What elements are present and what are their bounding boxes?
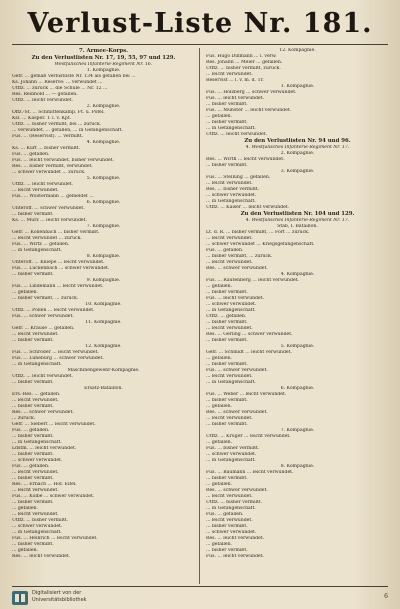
casualty-entry: ... leicht verwundet. [206,494,253,499]
company-heading: 8. Kompagnie. [86,254,121,259]
casualty-entry: Füs. ... Münster ... leicht verwundet. [206,108,292,113]
page-title: Verlust-Liste Nr. 181. [27,8,373,39]
casualty-entry: Füs. ... bisher vermißt. [206,446,260,451]
casualty-entry: Füs. ... Wüstermann ... gemeldet ... [12,194,94,199]
bottom-rule [12,586,388,587]
company-heading: 8. Kompagnie. [280,464,315,469]
casualty-entry: ... leicht verwundet. [12,512,59,517]
casualty-entry: ... bisher vermißt. [206,476,248,481]
casualty-entry: ... schwer verwundet. [206,302,257,307]
casualty-entry: ... bisher vermißt. [206,290,248,295]
casualty-entry: ... in Gefangenschaft. [12,530,62,535]
casualty-entry: ... gefallen. [206,404,233,409]
casualty-entry: Füs. ... schwer verwundet. [12,314,74,319]
casualty-entry: Res. ... Erbach ... Hof. Eifel. [12,482,77,487]
casualty-entry: Füs. ... Wirtz ... gefallen. [12,242,70,247]
footer [12,590,388,606]
company-heading: 7. Kompagnie. [86,224,121,229]
top-rule [12,44,388,45]
casualty-entry: ... schwer verwundet. [206,193,257,198]
casualty-entry: Utffz. ... leicht verwundet. [206,132,267,137]
casualty-entry: Füs. ... Schröder ... leicht verwundet. [12,350,99,355]
casualty-entry: ... bisher vermißt. [206,120,248,125]
casualty-entry: Utffz. ... leicht verwundet. [12,182,73,187]
casualty-entry: Utffz. ... leicht verwundet. [12,98,73,103]
regiment-heading: 4. Westfälisches Infanterie-Regiment Nr. 17. [245,218,350,223]
casualty-entry: Füs. ... gefallen. [206,512,244,517]
casualty-entry: Füs. ... leicht verwundet. [206,296,265,301]
casualty-entry: Füs. ... Weber ... leicht verwundet. [206,392,287,397]
casualty-entry: Res. ... leicht verwundet. [206,536,265,541]
casualty-entry: Unteroff. ... Kniepe ... leicht verwundet. [12,260,105,265]
casualty-entry: Utffz. ... Kaiser ... leicht verwundet. [206,205,290,210]
casualty-entry: ... verwundet, ... gefallen, ... in Gefangenschaft. [12,128,123,133]
casualty-entry: Füs. ... Lindemann ... leicht verwundet. [12,284,104,289]
casualty-entry: ... gefallen. [206,542,233,547]
casualty-entry: ... leicht verwundet ... zurück. [12,236,82,241]
casualty-entry: ... bisher vermißt, ... zurück. [12,296,79,301]
casualty-entry: ... gefallen. [206,482,233,487]
company-heading: 9. Kompagnie. [86,278,121,283]
casualty-entry: Res. ... leicht verwundet. [12,554,71,559]
casualty-entry: ... bisher vermißt. [206,163,248,168]
casualty-entry: Füs. ... Heinrich ... leicht verwundet. [12,536,98,541]
casualty-entry: ... gefallen. [12,548,39,553]
casualty-entry: ... bisher vermißt. [12,500,54,505]
casualty-entry: ... in Gefangenschaft. [12,362,62,367]
casualty-entry: ... bisher vermißt. [12,434,54,439]
casualty-entry: Utffz. ... gefallen. [206,314,247,319]
casualty-entry: Gefr. ... Krause ... gefallen. [12,326,75,331]
casualty-entry: ... leicht verwundet. [206,236,253,241]
casualty-entry: Füs. ... Kolbe ... schwer verwundet. [12,494,95,499]
casualty-entry: ... schwer verwundet. [206,452,257,457]
casualty-entry: ... bisher vermißt. [12,404,54,409]
company-heading: 6. Kompagnie. [280,386,315,391]
casualty-entry: Füs. ... gefallen. [12,464,50,469]
casualty-entry: Ks. ... Mürz ... leicht verwundet. [12,218,87,223]
company-heading: 2. Kompagnie. [280,151,315,156]
casualty-entry: Utffz. ... Pollen ... leicht verwundet. [12,308,95,313]
casualty-entry: ... leicht verwundet. [206,416,253,421]
casualty-entry: ... in Gefangenschaft. [206,506,256,511]
company-heading: 1. Kompagnie. [86,68,121,73]
casualty-entry: ... leicht verwundet. [206,326,253,331]
library-logo-icon [12,591,28,605]
casualty-entry: ... leicht verwundet. [12,488,59,493]
company-heading: 6. Kompagnie. [86,200,121,205]
casualty-entry: Utffz. ... bisher vermißt. [206,500,262,505]
casualty-entry: ... gefallen. [12,290,39,295]
company-heading: 11. Kompagnie. [85,320,122,325]
casualty-entry: Füs. ... Stellung ... gefallen. [206,175,271,180]
casualty-entry: ... bisher vermißt. [206,422,248,427]
casualty-entry: ... bisher vermißt. [12,476,54,481]
right-column [206,48,389,584]
casualty-entry: ... schwer verwundet ... Kriegsgefangenschaft. [206,242,315,247]
casualty-entry: ... gefallen. [206,440,233,445]
casualty-entry: Unteroff. ... schwer verwundet. [12,206,85,211]
casualty-entry: Füs. ... leicht verwundet. [206,96,265,101]
section-heading: Zu den Verlustlisten Nr. 104 und 129. [240,211,355,217]
casualty-entry: Gefr. ... Schmidt ... leicht verwundet. [206,350,292,355]
casualty-entry: Füs. ... Luckenbach ... schwer verwundet. [12,266,110,271]
casualty-entry: ... in Gefangenschaft. [12,440,62,445]
casualty-entry: ... leicht verwundet. [12,470,59,475]
company-heading: 4. Kompagnie. [280,272,315,277]
casualty-entry: Res. ... Gerling ... schwer verwundet. [206,332,293,337]
casualty-entry: ... in Gefangenschaft. [206,380,256,385]
casualty-entry: Utffz. ... bisher vermißt, bei ... zurück. [12,122,102,127]
company-heading: 2. Kompagnie. [86,104,121,109]
casualty-entry: Offz.-St. ... Schmittenkamp. Ft. u. Pofel. [12,110,105,115]
masthead [0,4,400,44]
casualty-entry: Gefr. ... gemäß Verlustliste Nr. 134 als gefallen bei ... [12,74,136,79]
casualty-entry: ... in Gefangenschaft. [206,458,256,463]
left-column [12,48,195,584]
casualty-entry: Füs. ... Holzberg ... schwer verwundet. [206,90,297,95]
company-heading: 4. Kompagnie. [86,140,121,145]
casualty-entry: Lt. d. R. ... bisher vermißt, ... Fort ... zurück. [206,230,310,235]
casualty-entry: ... leicht verwundet. [12,398,59,403]
casualty-entry: Utffz. ... leicht verwundet. [12,374,73,379]
casualty-entry: ... schwer verwundet. [12,524,63,529]
casualty-entry: Utffz. ... bisher vermißt. [12,518,68,523]
casualty-entry: ... in Gefangenschaft. [12,248,62,253]
casualty-entry: ... gefallen. [206,114,233,119]
casualty-entry: Füs. ... leicht verwundet. [206,554,265,559]
casualty-entry: ... leicht verwundet. [206,72,253,77]
regiment-heading: 4. Westfälisches Infanterie-Regiment Nr. 17. [245,145,350,150]
section-heading: Zu den Verlustlisten Nr. 94 und 96. [244,138,351,144]
credit-line-2: Universitätsbibliothek [32,597,87,603]
casualty-entry: Füs. ... gefallen. [206,248,244,253]
casualty-entry: ... bisher vermißt. [206,524,248,529]
section-heading: 7. Armee-Korps. [78,48,128,54]
column-separator [199,48,200,584]
digitization-credit [32,590,87,604]
casualty-entry: Ks. ... Kurt ... bisher vermißt. [12,146,80,151]
casualty-entry: ... bisher vermißt. [12,452,54,457]
company-heading: 10. Kompagnie. [85,302,122,307]
regiment-heading: Westfälisches Infanterie-Regiment Nr. 16. [54,62,153,67]
casualty-entry: Res. ... schwer verwundet. [206,266,268,271]
casualty-entry: ... bisher vermißt. [206,398,248,403]
casualty-entry: Füs. ... Lüneburg ... schwer verwundet. [12,356,104,361]
casualty-entry: ... bisher vermißt. [206,362,248,367]
casualty-entry: Utffz. ... zurück ... die Schule ... Nr. 12 ... [12,86,108,91]
casualty-entry: Res. ... Wirth ... leicht verwundet. [206,157,285,162]
casualty-entry: ... schwer verwundet ... zurück. [12,170,86,175]
casualty-entry: Res. ... schwer verwundet. [206,488,268,493]
casualty-entry: Res. ... schwer verwundet. [206,410,268,415]
casualty-entry: ... bisher vermißt. [206,102,248,107]
casualty-entry: Füs. ... gefallen. [12,428,50,433]
casualty-entry: ... gefallen. [12,506,39,511]
casualty-entry: ... bisher vermißt. [12,338,54,343]
casualty-entry: ... zurück. [12,416,36,421]
casualty-entry: ... bisher vermißt, ... zurück. [206,254,273,259]
company-heading: 5. Kompagnie. [86,176,121,181]
casualty-entry: Füs. ... schwer verwundet. [206,368,268,373]
page-number: 6 [384,593,388,600]
casualty-entry: Gefr. ... Siebert ... leicht verwundet. [12,422,96,427]
casualty-entry: ... leicht verwundet. [12,188,59,193]
casualty-entry: Utffz. ... Krüger ... leicht verwundet. [206,434,291,439]
casualty-entry: Ers.-Res. ... gefallen. [12,392,61,397]
casualty-entry: Res. Johann ... Meier ... gefallen. [206,60,283,65]
casualty-entry: Ksl. ... Kasper. T. l. v. Kpt. [12,116,72,121]
casualty-entry: ... in Gefangenschaft. [206,126,256,131]
casualty-entry: Reservist ... l. v. m. d. Tr. [206,78,264,83]
casualty-entry: Res. ... bisher vermißt. [206,187,260,192]
company-heading: 3. Kompagnie. [280,169,315,174]
casualty-entry: ... schwer verwundet. [206,530,257,535]
casualty-entry: Res. ... schwer verwundet. [12,410,74,415]
company-heading: 1. Kompagnie. [280,84,315,89]
casualty-entry: ... bisher vermißt. [12,542,54,547]
casualty-entry: Ks. Johann ... Reserve: ... verwundet ... [12,80,103,85]
casualty-entry: Res. ... bisher vermißt, verwundet. [12,164,93,169]
casualty-entry: ... in Gefangenschaft. [206,199,256,204]
casualty-entry: ... bisher vermißt. [12,272,54,277]
company-heading: Stab, I. Bataillon. [277,224,318,229]
company-heading: Ersatz-Bataillon. [84,386,123,391]
casualty-entry: Füs. ... Baumann ... leicht verwundet. [206,470,294,475]
company-heading: 7. Kompagnie. [280,428,315,433]
company-heading: 12. Kompagnie. [85,344,122,349]
casualty-entry: Gefr. ... Kollenbach ... bisher vermißt. [12,230,100,235]
casualty-entry: ... leicht verwundet. [12,332,59,337]
casualty-entry: ... bisher vermißt. [12,212,54,217]
company-heading: 12. Kompagnie. [279,48,316,53]
casualty-entry: ... gefallen. [206,284,233,289]
casualty-entry: Füs. ... (Reservist). ... vermißt. [12,134,84,139]
casualty-entry: Füs. Hugo Dillmann ... l. verw. [206,54,277,59]
casualty-entry: ... bisher vermißt. [206,338,248,343]
casualty-entry: ... leicht verwundet. [206,518,253,523]
casualty-entry: ... gefallen. [206,356,233,361]
casualty-entry: ... bisher vermißt. [206,548,248,553]
company-heading: 5. Kompagnie. [280,344,315,349]
casualty-entry: ... schwer verwundet. [12,458,63,463]
company-heading: Maschinengewehr-Kompagnie. [67,368,140,373]
casualty-entry: ... leicht verwundet. [206,181,253,186]
casualty-entry: ... bisher vermißt. [12,380,54,385]
casualty-entry: ... leicht verwundet. [206,374,253,379]
casualty-entry: Res. Reinhold ... — gefallen. [12,92,78,97]
credit-line-1: Digitalisiert von der [32,590,82,596]
casualty-entry: Utffz. ... bisher vermißt, zurück. [206,66,281,71]
casualty-entry: Füs. ... leicht verwundet, bisher verwundet. [12,158,114,163]
casualty-entry: ... bisher vermißt. [206,320,248,325]
casualty-entry: Füs. ... Rautenberg ... leicht verwundet. [206,278,299,283]
casualty-entry: Ldstm. ... leicht verwundet. [12,446,77,451]
section-heading: Zu den Verlustlisten Nr. 17, 19, 55, 97 und 129. [31,55,176,61]
casualty-entry: Füs. ... gefallen. [12,152,50,157]
casualty-entry: ... leicht verwundet. [206,260,253,265]
casualty-entry: ... in Gefangenschaft. [206,308,256,313]
